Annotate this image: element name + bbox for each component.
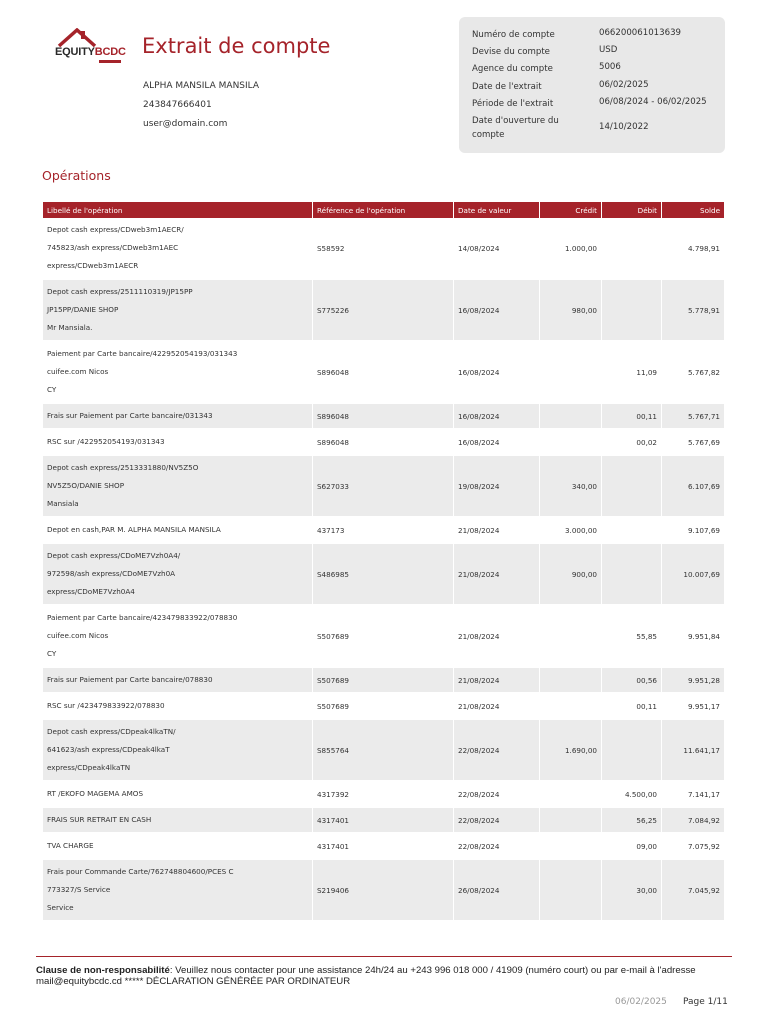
cell-value-date: 16/08/2024 <box>454 280 540 342</box>
cell-credit: 900,00 <box>540 544 602 606</box>
cell-debit <box>602 280 662 342</box>
cell-value-date: 16/08/2024 <box>454 342 540 404</box>
cell-label-line: Depot cash express/2513331880/NV5Z5O <box>47 463 199 472</box>
cell-credit <box>540 430 602 456</box>
cell-value-date: 16/08/2024 <box>454 404 540 430</box>
cell-debit: 00,02 <box>602 430 662 456</box>
cell-debit: 00,56 <box>602 668 662 694</box>
cell-balance: 4.798,91 <box>662 218 724 280</box>
cell-reference: S627033 <box>313 456 454 518</box>
cell-label <box>43 694 313 720</box>
cell-reference: S219406 <box>313 860 454 922</box>
cell-debit: 11,09 <box>602 342 662 404</box>
cell-label-line: 972598/ash express/CDoME7Vzh0A <box>47 569 176 578</box>
cell-label-line: express/CDpeak4lkaTN <box>47 763 131 772</box>
account-holder-phone: 243847666401 <box>143 100 212 110</box>
cell-debit <box>602 456 662 518</box>
cell-label-line: JP15PP/DANIE SHOP <box>47 305 119 314</box>
cell-label <box>43 720 313 782</box>
table-row <box>43 694 724 720</box>
column-header-label: Libellé de l'opération <box>43 202 313 218</box>
cell-balance: 9.107,69 <box>662 518 724 544</box>
cell-credit <box>540 834 602 860</box>
cell-label-line: RSC sur /423479833922/078830 <box>47 701 165 710</box>
cell-reference: S58592 <box>313 218 454 280</box>
cell-credit <box>540 606 602 668</box>
cell-value-date: 16/08/2024 <box>454 430 540 456</box>
cell-label-line: express/CDweb3m1AECR <box>47 261 139 270</box>
cell-label-line: 745823/ash express/CDweb3m1AEC <box>47 243 179 252</box>
cell-value-date: 22/08/2024 <box>454 782 540 808</box>
cell-reference: 4317392 <box>313 782 454 808</box>
cell-label <box>43 668 313 694</box>
cell-label <box>43 518 313 544</box>
cell-debit: 30,00 <box>602 860 662 922</box>
cell-credit <box>540 860 602 922</box>
cell-debit <box>602 720 662 782</box>
table-row <box>43 668 724 694</box>
cell-balance: 5.767,71 <box>662 404 724 430</box>
cell-label <box>43 456 313 518</box>
table-row <box>43 280 724 342</box>
cell-balance: 9.951,17 <box>662 694 724 720</box>
disclaimer-text: : Veuillez nous contacter pour une assistance 24h/24 au +243 996 018 000 / 41909 (numéro court) ou par e-mail à l'adresse mail@equitybcdc.cd ***** DÉCLARATION GÉNÉRÉE PAR ORDINATEUR <box>36 965 696 987</box>
column-header-debit: Débit <box>602 202 662 218</box>
cell-balance: 6.107,69 <box>662 456 724 518</box>
cell-label-line: Frais pour Commande Carte/762748804600/PCES C <box>47 867 234 876</box>
cell-reference: S896048 <box>313 342 454 404</box>
cell-label-line: Frais sur Paiement par Carte bancaire/031343 <box>47 411 213 420</box>
table-row <box>43 218 724 280</box>
cell-label <box>43 218 313 280</box>
cell-reference: 4317401 <box>313 834 454 860</box>
cell-value-date: 22/08/2024 <box>454 834 540 860</box>
table-row <box>43 808 724 834</box>
column-header-credit: Crédit <box>540 202 602 218</box>
cell-balance: 11.641,17 <box>662 720 724 782</box>
cell-reference: 4317401 <box>313 808 454 834</box>
cell-balance: 7.141,17 <box>662 782 724 808</box>
cell-debit <box>602 518 662 544</box>
cell-value-date: 21/08/2024 <box>454 668 540 694</box>
cell-balance: 7.045,92 <box>662 860 724 922</box>
cell-label-line: CY <box>47 385 57 394</box>
cell-balance: 5.767,69 <box>662 430 724 456</box>
cell-credit: 340,00 <box>540 456 602 518</box>
cell-label-line: Depot cash express/CDoME7Vzh0A4/ <box>47 551 181 560</box>
cell-debit: 56,25 <box>602 808 662 834</box>
cell-value-date: 19/08/2024 <box>454 456 540 518</box>
cell-credit <box>540 694 602 720</box>
cell-label <box>43 606 313 668</box>
cell-balance: 9.951,84 <box>662 606 724 668</box>
table-row <box>43 342 724 404</box>
disclaimer-title: Clause de non-responsabilité <box>36 965 170 976</box>
cell-label-line: RT /EKOFO MAGEMA AMOS <box>47 789 144 798</box>
cell-value-date: 21/08/2024 <box>454 518 540 544</box>
cell-balance: 10.007,69 <box>662 544 724 606</box>
cell-label-line: Mansiala <box>47 499 79 508</box>
cell-balance: 5.778,91 <box>662 280 724 342</box>
footer-date: 06/02/2025 <box>615 997 667 1007</box>
disclaimer <box>36 965 732 987</box>
cell-label-line: Paiement par Carte bancaire/423479833922/078830 <box>47 613 238 622</box>
cell-debit: 00,11 <box>602 694 662 720</box>
cell-credit <box>540 808 602 834</box>
cell-value-date: 21/08/2024 <box>454 544 540 606</box>
cell-reference: S855764 <box>313 720 454 782</box>
cell-debit <box>602 218 662 280</box>
cell-label-line: Mr Mansiala. <box>47 323 93 332</box>
column-header-value-date: Date de valeur <box>454 202 540 218</box>
cell-label-line: Paiement par Carte bancaire/422952054193/031343 <box>47 349 238 358</box>
table-row <box>43 606 724 668</box>
cell-reference: S896048 <box>313 404 454 430</box>
cell-reference: S486985 <box>313 544 454 606</box>
cell-credit: 1.000,00 <box>540 218 602 280</box>
cell-debit: 4.500,00 <box>602 782 662 808</box>
cell-label-line: 641623/ash express/CDpeak4lkaT <box>47 745 170 754</box>
cell-debit: 09,00 <box>602 834 662 860</box>
table-row <box>43 544 724 606</box>
cell-balance: 5.767,82 <box>662 342 724 404</box>
table-row <box>43 720 724 782</box>
cell-credit: 1.690,00 <box>540 720 602 782</box>
cell-reference: 437173 <box>313 518 454 544</box>
cell-label-line: Frais sur Paiement par Carte bancaire/078830 <box>47 675 213 684</box>
cell-label-line: CY <box>47 649 57 658</box>
cell-value-date: 14/08/2024 <box>454 218 540 280</box>
cell-balance: 9.951,28 <box>662 668 724 694</box>
cell-label <box>43 280 313 342</box>
page-title: Extrait de compte <box>142 34 331 58</box>
cell-reference: S507689 <box>313 606 454 668</box>
account-holder-name: ALPHA MANSILA MANSILA <box>143 81 260 91</box>
cell-balance: 7.075,92 <box>662 834 724 860</box>
account-info-panel: Numéro de compte 066200061013639 Devise du compte USD Agence du compte 5006 Date de l'extrait 06/02/2025 Période de l'extrait 06/08/2024 - 06/02/2025 Date d'ouverture du compte 14/10/2022 <box>459 17 725 153</box>
column-header-reference: Référence de l'opération <box>313 202 454 218</box>
cell-label <box>43 860 313 922</box>
cell-reference: S507689 <box>313 668 454 694</box>
cell-label-line: Service <box>47 903 74 912</box>
cell-credit <box>540 404 602 430</box>
cell-debit: 00,11 <box>602 404 662 430</box>
cell-label-line: Depot cash express/CDweb3m1AECR/ <box>47 225 184 234</box>
cell-credit <box>540 782 602 808</box>
table-row <box>43 430 724 456</box>
cell-label <box>43 342 313 404</box>
table-row <box>43 782 724 808</box>
cell-value-date: 21/08/2024 <box>454 606 540 668</box>
cell-label-line: 773327/S Service <box>47 885 111 894</box>
cell-label <box>43 808 313 834</box>
footer-divider <box>36 956 732 957</box>
cell-credit <box>540 342 602 404</box>
cell-label-line: FRAIS SUR RETRAIT EN CASH <box>47 815 152 824</box>
logo-wordmark: EQUITYBCDC <box>55 46 126 58</box>
cell-label <box>43 782 313 808</box>
cell-value-date: 22/08/2024 <box>454 808 540 834</box>
cell-balance: 7.084,92 <box>662 808 724 834</box>
page-number: Page 1/11 <box>683 997 728 1007</box>
cell-label-line: Depot cash express/CDpeak4lkaTN/ <box>47 727 176 736</box>
table-header-row <box>43 202 724 218</box>
cell-credit <box>540 668 602 694</box>
table-row <box>43 834 724 860</box>
table-row <box>43 518 724 544</box>
cell-label <box>43 834 313 860</box>
cell-reference: S507689 <box>313 694 454 720</box>
cell-reference: S896048 <box>313 430 454 456</box>
cell-label-line: TVA CHARGE <box>47 841 94 850</box>
cell-label-line: express/CDoME7Vzh0A4 <box>47 587 135 596</box>
cell-label <box>43 404 313 430</box>
cell-value-date: 21/08/2024 <box>454 694 540 720</box>
column-header-balance: Solde <box>662 202 724 218</box>
cell-label-line: Depot cash express/2511110319/JP15PP <box>47 287 193 296</box>
cell-reference: S775226 <box>313 280 454 342</box>
cell-credit: 980,00 <box>540 280 602 342</box>
operations-table <box>43 202 724 922</box>
house-roof-icon <box>57 28 97 48</box>
equity-bcdc-logo <box>55 28 125 68</box>
cell-value-date: 26/08/2024 <box>454 860 540 922</box>
cell-label-line: NV5Z5O/DANIE SHOP <box>47 481 125 490</box>
cell-credit: 3.000,00 <box>540 518 602 544</box>
cell-debit: 55,85 <box>602 606 662 668</box>
table-row <box>43 860 724 922</box>
account-holder-email: user@domain.com <box>143 119 228 129</box>
cell-label-line: RSC sur /422952054193/031343 <box>47 437 165 446</box>
cell-label <box>43 430 313 456</box>
cell-label <box>43 544 313 606</box>
table-row <box>43 456 724 518</box>
table-row <box>43 404 724 430</box>
cell-label-line: Depot en cash,PAR M. ALPHA MANSILA MANSILA <box>47 525 221 534</box>
cell-label-line: cuifee.com Nicos <box>47 631 109 640</box>
operations-title: Opérations <box>42 168 111 183</box>
operations-table-body <box>43 218 724 922</box>
logo-underline <box>99 60 121 63</box>
cell-value-date: 22/08/2024 <box>454 720 540 782</box>
cell-debit <box>602 544 662 606</box>
cell-label-line: cuifee.com Nicos <box>47 367 109 376</box>
